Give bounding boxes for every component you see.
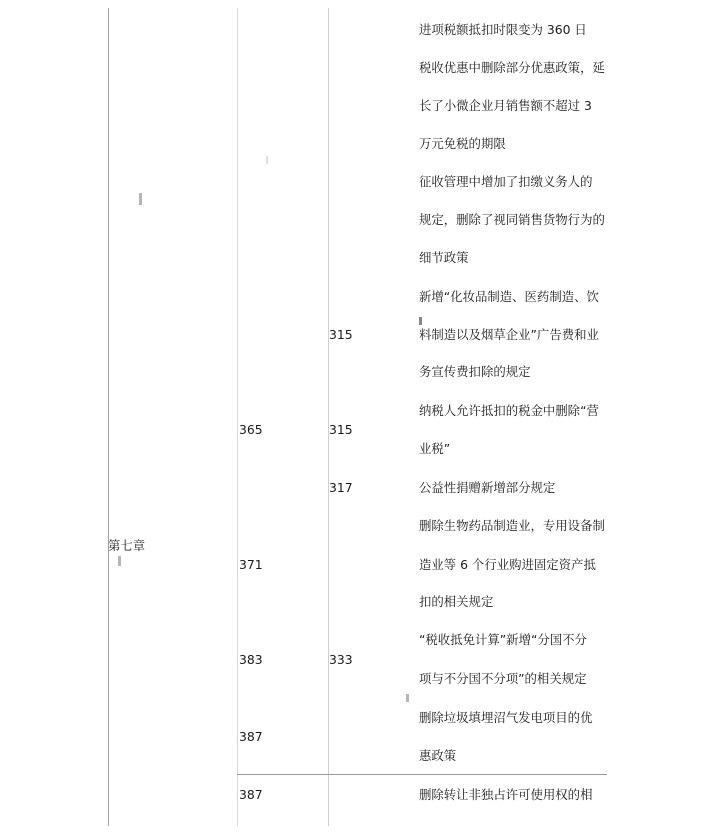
- change-description-line: 扣的相关规定: [419, 594, 494, 609]
- change-description-line: 征收管理中增加了扣缴义务人的: [419, 174, 593, 189]
- old-page-number: 383: [239, 652, 263, 667]
- change-description-line: 造业等 6 个行业购进固定资产抵: [419, 557, 596, 572]
- change-description-line: 料制造以及烟草企业”广告费和业: [419, 327, 599, 342]
- scan-artifact: [139, 193, 142, 205]
- change-description-line: 删除生物药品制造业，专用设备制: [419, 518, 605, 533]
- scan-artifact: [419, 317, 422, 325]
- change-description-line: 长了小微企业月销售额不超过 3: [419, 98, 592, 113]
- change-description-line: 公益性捐赠新增部分规定: [419, 480, 556, 495]
- change-description-line: 细节政策: [419, 250, 469, 265]
- change-description-line: 新增“化妆品制造、医药制造、饮: [419, 289, 599, 304]
- old-page-number: 387: [239, 729, 263, 744]
- change-description-line: 业税”: [419, 441, 451, 456]
- change-description-line: 税收优惠中删除部分优惠政策，延: [419, 60, 605, 75]
- change-description-line: 进项税额抵扣时限变为 360 日: [419, 22, 587, 37]
- change-description-line: 纳税人允许抵扣的税金中删除“营: [419, 403, 599, 418]
- scan-artifact: [266, 156, 268, 164]
- old-page-number: 371: [239, 557, 263, 572]
- old-page-number: 387: [239, 787, 263, 802]
- scan-artifact: [118, 556, 121, 566]
- change-description-line: 规定，删除了视同销售货物行为的: [419, 212, 605, 227]
- old-page-number: 365: [239, 422, 263, 437]
- table-column-divider: [328, 8, 329, 826]
- chapter-label: 第七章: [108, 538, 146, 553]
- table-column-divider: [237, 8, 238, 826]
- new-page-number: 317: [329, 480, 353, 495]
- change-description-line: 删除垃圾填埋沼气发电项目的优: [419, 710, 593, 725]
- change-description-line: “税收抵免计算”新增“分国不分: [419, 632, 587, 647]
- new-page-number: 315: [329, 422, 353, 437]
- new-page-number: 315: [329, 327, 353, 342]
- new-page-number: 333: [329, 652, 353, 667]
- change-description-line: 惠政策: [419, 748, 457, 763]
- change-description-line: 务宣传费扣除的规定: [419, 364, 531, 379]
- change-description-line: 万元免税的期限: [419, 136, 506, 151]
- table-row-divider: [237, 774, 607, 775]
- scan-artifact: [406, 694, 409, 702]
- table-border-left: [108, 8, 109, 826]
- change-description-line: 删除转让非独占许可使用权的相: [419, 787, 593, 802]
- change-description-line: 项与不分国不分项”的相关规定: [419, 671, 587, 686]
